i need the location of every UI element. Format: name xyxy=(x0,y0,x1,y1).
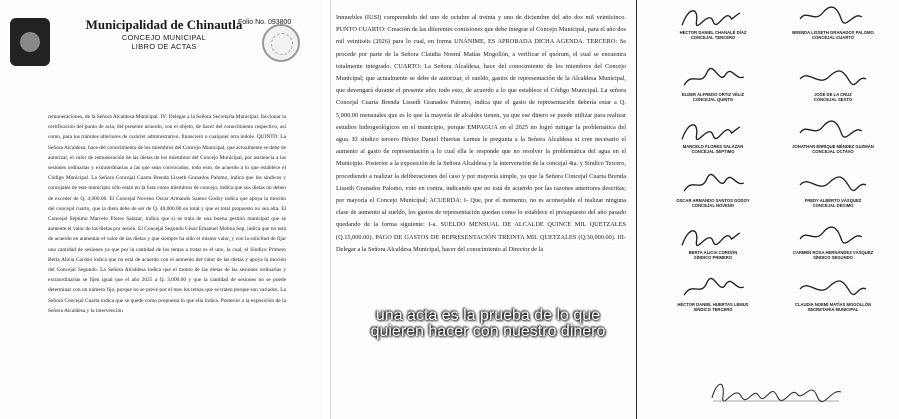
signature-block xyxy=(785,276,881,312)
left-document-page xyxy=(0,0,323,419)
signatory-name: CARMEN ROSA HERNÁNDEZ VÁSQUEZ xyxy=(792,250,874,255)
municipality-title: Municipalidad de Chinautla xyxy=(85,17,243,32)
council-subtitle: CONCEJO MUNICIPAL xyxy=(121,33,207,42)
signature-block xyxy=(665,4,761,40)
signatory-name: CLAUDIA NOEMÍ MATÍAS MOGOLLÓN xyxy=(794,302,872,307)
signatory-role: SECRETARIA MUNICIPAL xyxy=(807,307,859,312)
official-stamp xyxy=(262,24,300,62)
signatory-role: CONCEJAL SÉPTIMO xyxy=(691,149,735,154)
handwritten-signature xyxy=(798,66,868,92)
signatory-name: BERTA ALICIA CORDÓN xyxy=(688,250,738,255)
signatory-role: CONCEJAL NOVENO xyxy=(691,203,735,208)
signatory-name: MARCELO FLORES SALAZAR xyxy=(682,144,744,149)
minutes-body-text: remuneraciones, de la Señora Alcaldesa Municipal. IV: Delegar a la Señora Secretaria Municipal, faccionar la certificación del punto de acta, del presente acuerdo, con el objeto, de hacer del conocimiento respectivo, así como, para los trámites ulteriores de carácter administrativo, financiero o cualquier otra índole. QUINTO: La Señora Alcaldesa, hace del conocimiento de los miembros del Concejo Municipal, que actualmente se debe de autorizar, el valor de remuneración de las dietas de los miembros del Concejo Municipal, por asistencia a las sesiones ordinarias y extraordinarias a las que sean convocados, todo esto, de acuerdo a lo que establece el Código Municipal. La Señora Concejal Cuarta Brenda Lisseth Granados Palomo, indica que los síndicos y concejales de este municipio sólo están en la lista como miembros de concejo, indica que sus dietas no deben de exceder de Q. 4,000.00. El Concejal Noveno Oscar Armando Santos Godoy indica que apoya la moción del concejal cuarto, que la dieta debe de ser de Q. 40,000.00 en total y que el total propuesto no sea alta. El Concejal Séptimo Marcelo Flores Salazar, indica que si se trata de una buena gestión municipal que se aumente el valor de las dietas por sesión. El Concejal Segundo César Emanuel Molina Sep, indica que no está de acuerdo en aumentar el valor de las dietas y que siempre ha sido el mismo valor, y con la solicitud de fijar una cantidad de sesiones ya que por la cantidad de los temas a tratar es el uno, la cual, el Síndico Primero Berta Alicia Cordón indica que no está de acuerdo con el aumento del valor de las dietas y apoya la moción del Concejal Segundo. La Señora Alcaldesa indica que el monto de las dietas de las sesiones ordinarias y extraordinarias se fijen igual que el año 2025 a Q. 3,000.00 y que la cantidad de sesiones no se puede determinar con un número fijo, porque no se prevé por el mes los temas que se traten porque son variados. La Señora Concejal Cuarta indica que se quede como propuesta lo que ella indica. Posterior a la exposición de la Señora Alcaldesa y la intervención xyxy=(48,114,286,314)
handwritten-signature xyxy=(798,118,868,144)
folio-value: 093800 xyxy=(267,19,292,26)
signature-block xyxy=(785,118,881,154)
handwritten-signature xyxy=(678,4,748,30)
signature-block xyxy=(665,66,761,102)
handwritten-signature xyxy=(678,172,748,198)
signatory-name: BRENDA LISSETH GRANADOS PALOMO xyxy=(792,30,874,35)
signature-block xyxy=(785,224,881,260)
signature-block xyxy=(665,172,761,208)
signatory-role: SÍNDICO PRIMERO xyxy=(693,255,733,260)
handwritten-signature xyxy=(798,276,868,302)
signature-block xyxy=(785,4,881,40)
signatures-page xyxy=(636,0,899,419)
signatory-role: SÍNDICO TERCERO xyxy=(693,307,733,312)
handwritten-signature xyxy=(798,172,868,198)
handwritten-signature xyxy=(678,66,748,92)
signature-block xyxy=(785,172,881,208)
signature-block xyxy=(665,224,761,260)
signatory-name: HÉCTOR DANIEL CHANALÉ DÍAZ xyxy=(679,30,747,35)
handwritten-signature-footer xyxy=(707,374,847,406)
signatory-role: CONCEJAL CUARTO xyxy=(812,35,854,40)
signatory-role: CONCEJAL TERCERO xyxy=(690,35,736,40)
municipal-seal-logo xyxy=(10,18,50,66)
folio-number xyxy=(238,19,291,26)
book-subtitle: LIBRO DE ACTAS xyxy=(131,42,197,51)
handwritten-signature xyxy=(678,276,748,302)
signatory-name: HÉCTOR DANIEL HUERTAS LEMUS xyxy=(677,302,749,307)
signatory-name: OSCAR ARMANDO SANTOS GODOY xyxy=(676,198,750,203)
handwritten-signature xyxy=(798,4,868,30)
signatory-role: SÍNDICO SEGUNDO xyxy=(813,255,853,260)
signature-block xyxy=(665,118,761,154)
handwritten-signature xyxy=(798,224,868,250)
signatory-name: JOSÉ DE LA CRUZ xyxy=(814,92,852,97)
handwritten-signature xyxy=(678,224,748,250)
signatory-name: ELDER ALFREDO ORTIZ VÉLIZ xyxy=(681,92,745,97)
signature-block xyxy=(665,276,761,312)
signatory-name: JONATHAN ENRIQUE MÉNDEZ GUZMÁN xyxy=(792,144,874,149)
signatory-role: CONCEJAL DÉCIMO xyxy=(812,203,854,208)
signatory-role: CONCEJAL SEXTO xyxy=(813,97,853,102)
signatory-role: CONCEJAL OCTAVO xyxy=(812,149,854,154)
signature-block xyxy=(785,66,881,102)
video-subtitle-caption: una acta es la prueba de lo que quieren hacer con nuestro dinero xyxy=(370,307,606,340)
middle-document-page xyxy=(330,0,634,419)
signatory-name: FREDY ALBERTO VÁSQUEZ xyxy=(804,198,862,203)
handwritten-signature xyxy=(678,118,748,144)
minutes-body-text: Inmuebles (IUSI) comprendido del uno de octubre al treinta y uno de diciembre del año dos mil veinticinco. PUNTO CUARTO: Creación de las diferentes comisiones que debe integrar el Concejo Municipal, para el año dos mil veintiséis (2026) para lo cual, en forma UNÁNIME, ES APROBADA DICHA AGENDA. TERCERO: Se procede por parte de la Señora Claudia Noemí Matías Mogollón, a verificar el quórum, el cual se encuentra totalmente integrado. CUARTO: La Señora Alcaldesa, hace del conocimiento de los miembros del Concejo Municipal; que actualmente se debe de autorizar, el sueldo, gastos de representación de la Alcaldesa Municipal, que devengará durante el presente año; todo esto, de acuerdo a lo que establece el Código Municipal. La señora Concejal Cuarta Brenda Lisseth Granados Palomo, indica que el gasto de representación debería estar a Q. 5,000.00 mensuales que es lo que la mayoría de alcaldes tienen, ya que ese dinero se puede utilizar para realizar estudios hidrogeológicos en el municipio, porque EMPAGUA en el 2025 no logró mitigar la problemática del agua. El síndico tercero Héctor Daniel Huertas Lemus le pregunta a la Señora Alcaldesa si cree necesario el aumento al gasto de representación a lo cual ella le responde que no resolver la problemática del agua en el Municipio. Posterior a la exposición de la Señora Alcaldesa y la intervención de la concejal 4ta. y Síndico Tercero, procediendo a realizar la deliberaciones del caso y por mayoría simple, ya que la Señora Concejal Cuarta Brenda Lisseth Granados Palomo, voto en contra, indicando que no está de acuerdo por las razones anteriores descritas; por mayoría el Concejo Municipal; ACUERDA: I- Que, por el momento, no es aconsejable el realizar ninguna clase de aumento al sueldo, los gastos de representación quedan como lo establece el presupuesto del año pasado quedando de la forma siguiente: I-a. SUELDO MENSUAL DE ALCALDE QUINCE MIL QUETZALES (Q.15,000.00). PAGO DE GASTOS DE REPRESENTACIÓN TREINTA MIL QUETZALES (Q.30,000.00). III- Delegar a la Señora Alcaldesa Municipal, hacer del conocimiento al Director de la xyxy=(336,14,626,253)
folio-label: Folio No. xyxy=(238,19,267,26)
signatory-role: CONCEJAL QUINTO xyxy=(692,97,734,102)
